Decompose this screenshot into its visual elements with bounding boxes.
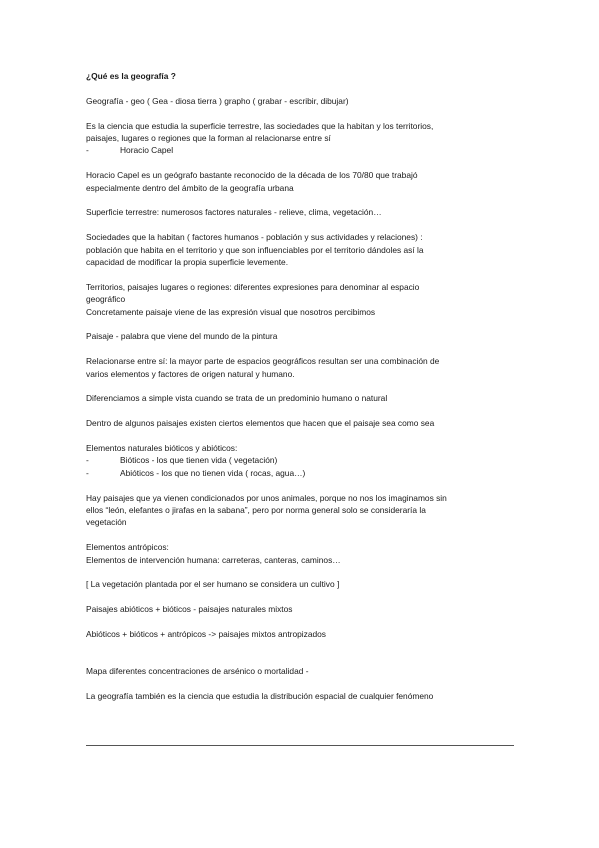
page-title: ¿Qué es la geografía ?: [86, 71, 176, 81]
author-name: Horacio Capel: [120, 145, 174, 156]
list-item-text: Abióticos - los que no tienen vida ( rocas, agua…): [120, 467, 306, 478]
paragraph-line: Abióticos + bióticos + antrópicos -> paisajes mixtos antropizados: [86, 629, 326, 640]
paragraph-definition: Geografía - geo ( Gea - diosa tierra ) grapho ( grabar - escribir, dibujar): [86, 95, 349, 106]
paragraph-line: Sociedades que la habitan ( factores humanos - población y sus actividades y relaciones) :: [86, 232, 423, 243]
bullet-dash: -: [86, 145, 89, 156]
paragraph-line: Territorios, paisajes lugares o regiones: diferentes expresiones para denominar al espacio: [86, 281, 420, 292]
list-item: [86, 454, 526, 466]
paragraph-line: Superficie terrestre: numerosos factores naturales - relieve, clima, vegetación…: [86, 207, 382, 218]
paragraph-line: Paisajes abióticos + bióticos - paisajes naturales mixtos: [86, 604, 293, 615]
paragraph-line: Hay paisajes que ya vienen condicionados por unos animales, porque no nos los imaginamos sin: [86, 492, 447, 503]
document-body: [86, 70, 526, 702]
paragraph-line: Diferenciamos a simple vista cuando se trata de un predominio humano o natural: [86, 393, 388, 404]
paragraph-line: especialmente dentro del ámbito de la geografía urbana: [86, 182, 294, 193]
paragraph-line: ellos “león, elefantes o jirafas en la sabana”, pero por norma general solo se consideraría la: [86, 505, 426, 516]
paragraph-line: Elementos antrópicos:: [86, 542, 169, 553]
list-item-text: Bióticos - los que tienen vida ( vegetación): [120, 455, 278, 466]
paragraph-line: vegetación: [86, 517, 127, 528]
paragraph-line: Relacionarse entre sí: la mayor parte de espacios geográficos resultan ser una combinación de: [86, 356, 440, 367]
paragraph-line: capacidad de modificar la propia superficie levemente.: [86, 257, 289, 268]
list-item: [86, 467, 526, 479]
paragraph-line: Es la ciencia que estudia la superficie terrestre, las sociedades que la habitan y los territorios,: [86, 120, 434, 131]
horizontal-rule: [86, 745, 514, 746]
paragraph-line: Concretamente paisaje viene de las expresión visual que nosotros percibimos: [86, 306, 376, 317]
paragraph-line: población que habita en el territorio y que son influenciables por el territorio dándoles así la: [86, 244, 424, 255]
paragraph-line: La geografía también es la ciencia que estudia la distribución espacial de cualquier fenómeno: [86, 691, 434, 702]
paragraph-line: Mapa diferentes concentraciones de arsénico o mortalidad -: [86, 666, 309, 677]
paragraph-line: varios elementos y factores de origen natural y humano.: [86, 368, 295, 379]
paragraph-line: geográfico: [86, 294, 126, 305]
list-item: [86, 144, 526, 156]
paragraph-line: Elementos de intervención humana: carreteras, canteras, caminos…: [86, 554, 341, 565]
paragraph-line: Dentro de algunos paisajes existen ciertos elementos que hacen que el paisaje sea como sea: [86, 418, 435, 429]
paragraph-line: paisajes, lugares o regiones que la forman al relacionarse entre sí: [86, 133, 331, 143]
paragraph-line: Paisaje - palabra que viene del mundo de la pintura: [86, 331, 278, 342]
paragraph-line: Elementos naturales bióticos y abióticos:: [86, 443, 238, 454]
bullet-dash: -: [86, 455, 89, 466]
bullet-dash: -: [86, 467, 89, 478]
paragraph-line: [ La vegetación plantada por el ser humano se considera un cultivo ]: [86, 579, 340, 590]
paragraph-line: Horacio Capel es un geógrafo bastante reconocido de la década de los 70/80 que trabajó: [86, 170, 418, 181]
